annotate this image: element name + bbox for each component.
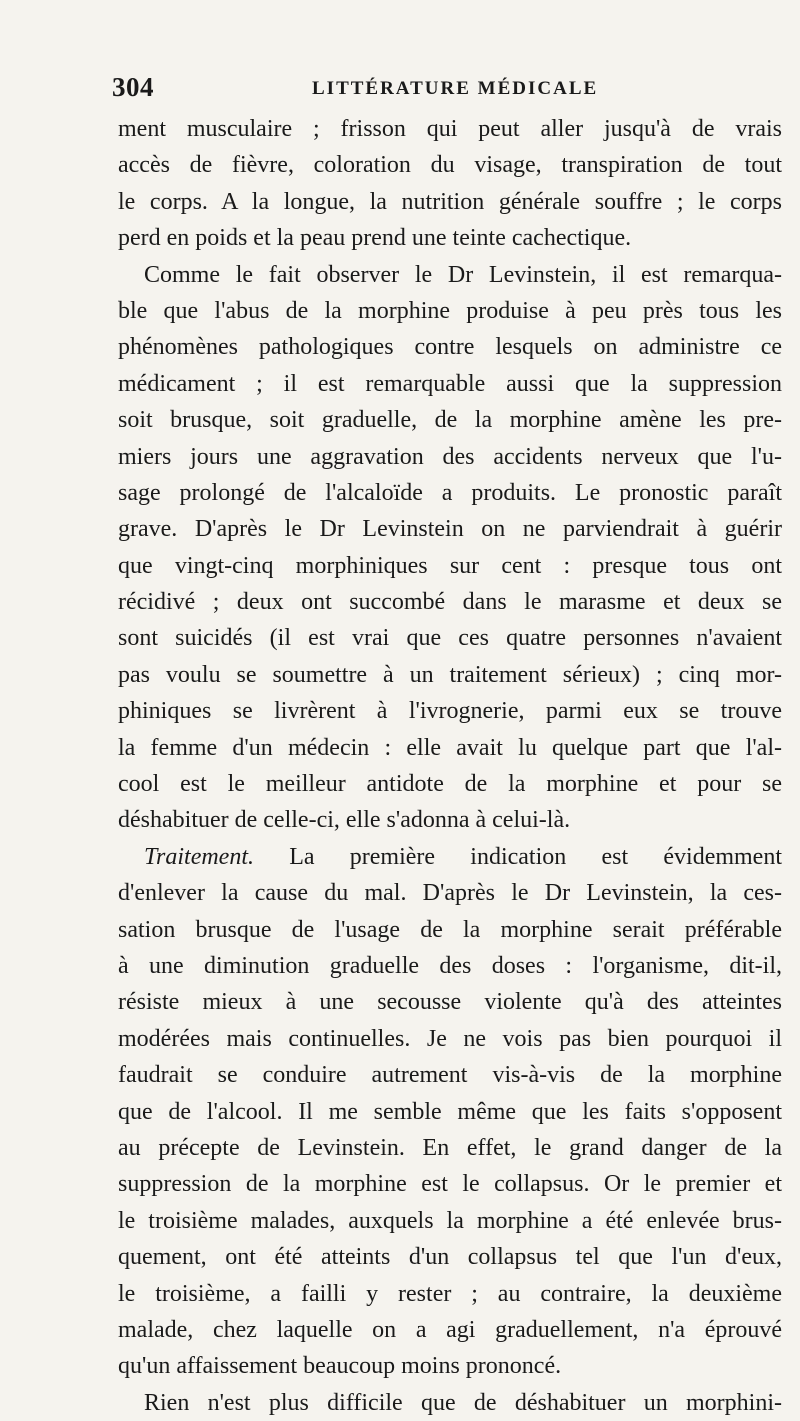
text-line: Rien n'est plus difficile que de déshabituer un morphini- <box>144 1389 782 1416</box>
running-head <box>112 72 782 108</box>
text-line: médicament ; il est remarquable aussi que la suppression <box>118 370 782 397</box>
text-line: résiste mieux à une secousse violente qu'à des atteintes <box>118 989 782 1016</box>
text-line: phénomènes pathologiques contre lesquels on administre ce <box>118 334 782 361</box>
body-text <box>118 111 782 1421</box>
text-line: Comme le fait observer le Dr Levinstein, il est remarqua- <box>144 261 782 288</box>
section-lead-italic: Traitement. <box>144 843 255 870</box>
text-line: qu'un affaissement beaucoup moins prononcé. <box>118 1353 562 1380</box>
text-line: sage prolongé de l'alcaloïde a produits. Le pronostic paraît <box>118 479 782 506</box>
text-line: que de l'alcool. Il me semble même que les faits s'opposent <box>118 1098 782 1125</box>
text-line: miers jours une aggravation des accidents nerveux que l'u- <box>118 443 782 470</box>
text-line: le corps. A la longue, la nutrition générale souffre ; le corps <box>118 188 782 215</box>
text-line: perd en poids et la peau prend une teinte cachectique. <box>118 225 632 252</box>
text-line: déshabituer de celle-ci, elle s'adonna à celui-là. <box>118 807 571 834</box>
text-line: phiniques se livrèrent à l'ivrognerie, parmi eux se trouve <box>118 698 782 725</box>
text-line: récidivé ; deux ont succombé dans le marasme et deux se <box>118 589 782 616</box>
text-line: cool est le meilleur antidote de la morphine et pour se <box>118 771 782 798</box>
text-line: sation brusque de l'usage de la morphine serait préférable <box>118 916 782 943</box>
text-line: sont suicidés (il est vrai que ces quatre personnes n'avaient <box>118 625 782 652</box>
text-line: pas voulu se soumettre à un traitement sérieux) ; cinq mor- <box>118 661 782 688</box>
running-title: LITTÉRATURE MÉDICALE <box>312 78 599 99</box>
text-line: malade, chez laquelle on a agi graduellement, n'a éprouvé <box>118 1316 782 1343</box>
text-line: faudrait se conduire autrement vis-à-vis de la morphine <box>118 1062 782 1089</box>
text-line: au précepte de Levinstein. En effet, le grand danger de la <box>118 1134 782 1161</box>
text-line: accès de fièvre, coloration du visage, transpiration de tout <box>118 152 782 179</box>
text-line: ment musculaire ; frisson qui peut aller jusqu'à de vrais <box>118 116 782 142</box>
text-line: à une diminution graduelle des doses : l'organisme, dit-il, <box>118 952 782 979</box>
text-line: modérées mais continuelles. Je ne vois pas bien pourquoi il <box>118 1025 782 1052</box>
text-line: quement, ont été atteints d'un collapsus tel que l'un d'eux, <box>118 1244 782 1271</box>
text-line: d'enlever la cause du mal. D'après le Dr Levinstein, la ces- <box>118 880 782 907</box>
text-line <box>118 839 782 875</box>
section-lead-text: La première indication est évidemment <box>289 843 782 870</box>
text-line: le troisième, a failli y rester ; au contraire, la deuxième <box>118 1280 782 1307</box>
text-line: grave. D'après le Dr Levinstein on ne parviendrait à guérir <box>118 516 782 543</box>
text-line: le troisième malades, auxquels la morphine a été enlevée brus- <box>118 1207 782 1234</box>
text-line: soit brusque, soit graduelle, de la morphine amène les pre- <box>118 407 782 434</box>
text-line: suppression de la morphine est le collapsus. Or le premier et <box>118 1171 782 1198</box>
page-number: 304 <box>112 72 154 102</box>
text-line: que vingt-cinq morphiniques sur cent : presque tous ont <box>118 552 782 579</box>
text-line: ble que l'abus de la morphine produise à peu près tous les <box>118 297 782 324</box>
text-line: la femme d'un médecin : elle avait lu quelque part que l'al- <box>118 734 782 761</box>
